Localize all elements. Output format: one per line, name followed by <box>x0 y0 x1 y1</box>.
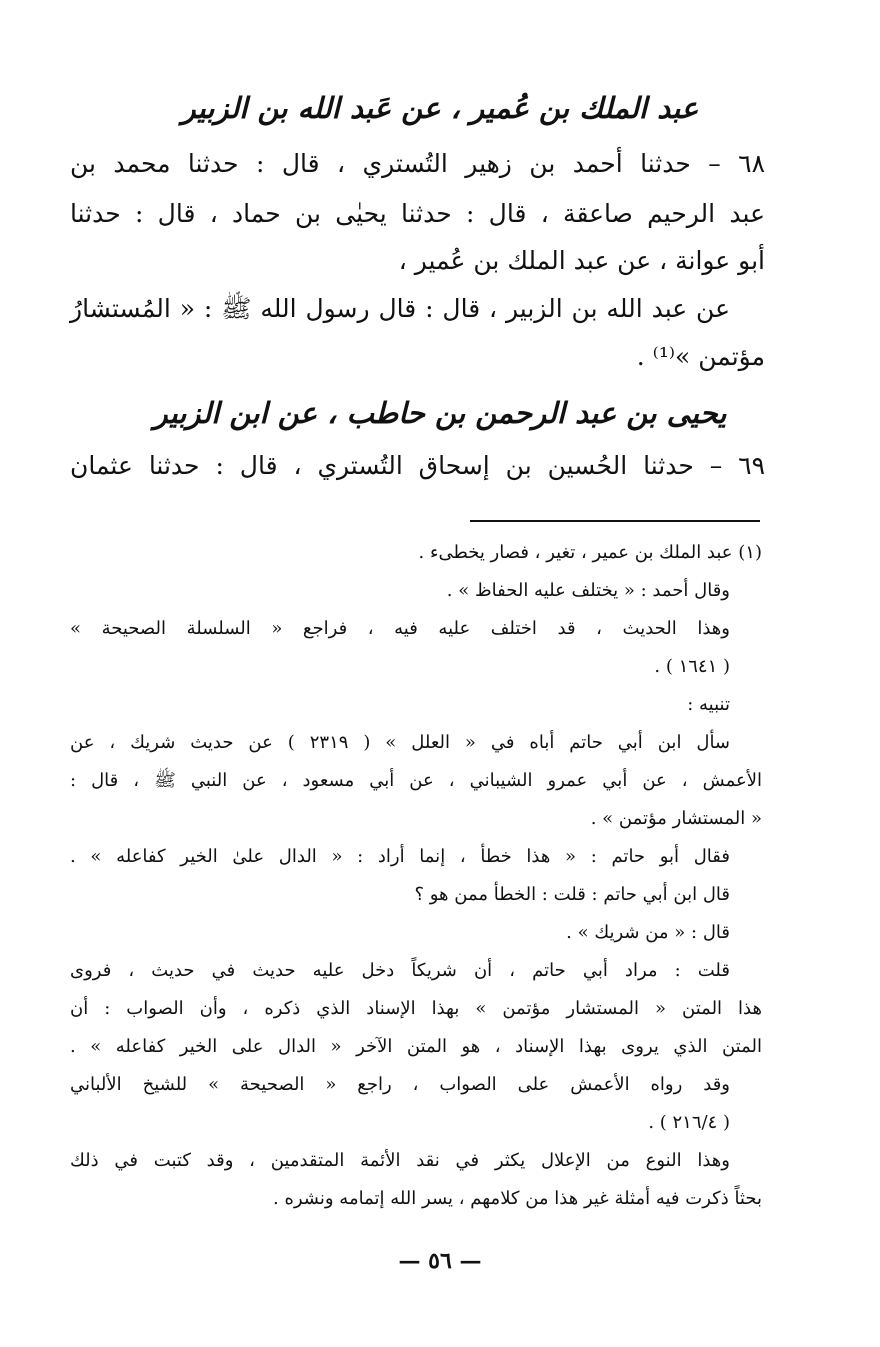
footnote-line: سأل ابن أبي حاتم أباه في « العلل » ( ٢٣١٩ ) عن حديث شريك ، عن <box>70 732 731 753</box>
hadith-68-line-5: مؤتمن »⁽¹⁾ . <box>636 342 765 371</box>
footnote-line: وهذا النوع من الإعلال يكثر في نقد الأئمة المتقدمين ، وقد كتبت في ذلك <box>70 1150 730 1171</box>
footnote-line: (١) عبد الملك بن عمير ، تغير ، فصار يخطىء . <box>418 542 762 563</box>
hadith-68-line-4: عن عبد الله بن الزبير ، قال : قال رسول الله ﷺ : « المُستشارُ <box>70 294 730 323</box>
footnote-line: قال ابن أبي حاتم : قلت : الخطأ ممن هو ؟ <box>414 884 730 905</box>
footnote-line: الأعمش ، عن أبي عمرو الشيباني ، عن أبي مسعود ، عن النبي ﷺ ، قال : <box>70 770 762 791</box>
footnote-line: ( ٢١٦/٤ ) . <box>648 1112 730 1133</box>
section-heading-yahya: يحيى بن عبد الرحمن بن حاطب ، عن ابن الزبير <box>153 396 727 430</box>
footnote-line: قال : « من شريك » . <box>566 922 730 943</box>
hadith-68-line-3: أبو عوانة ، عن عبد الملك بن عُمير ، <box>398 246 765 275</box>
footnote-line: تنبيه : <box>687 694 730 715</box>
page-number: — ٥٦ — <box>398 1248 482 1274</box>
hadith-68-line-1: ٦٨ – حدثنا أحمد بن زهير التُستري ، قال : حدثنا محمد بن <box>70 149 765 178</box>
footnote-line: « المستشار مؤتمن » . <box>590 808 762 829</box>
section-heading-abd-al-malik: عبد الملك بن عُمير ، عن عَبد الله بن الزبير <box>181 91 699 125</box>
footnote-line: المتن الذي يروى بهذا الإسناد ، هو المتن الآخر « الدال على الخير كفاعله » . <box>70 1036 762 1057</box>
footnote-line: فقال أبو حاتم : « هذا خطأ ، إنما أراد : « الدال علىٰ الخير كفاعله » . <box>70 846 730 867</box>
footnote-line: وهذا الحديث ، قد اختلف عليه فيه ، فراجع « السلسلة الصحيحة » <box>70 618 730 639</box>
footnote-line: بحثاً ذكرت فيه أمثلة غير هذا من كلامهم ، يسر الله إتمامه ونشره . <box>273 1188 762 1209</box>
footnote-divider <box>470 520 760 522</box>
footnote-line: وقد رواه الأعمش على الصواب ، راجع « الصحيحة » للشيخ الألباني <box>70 1074 730 1095</box>
hadith-68-line-2: عبد الرحيم صاعقة ، قال : حدثنا يحيٰى بن حماد ، قال : حدثنا <box>70 199 765 228</box>
footnote-line: ( ١٦٤١ ) . <box>654 656 730 677</box>
footnote-line: قلت : مراد أبي حاتم ، أن شريكاً دخل عليه حديث في حديث ، فروى <box>70 960 730 981</box>
hadith-69-line-1: ٦٩ – حدثنا الحُسين بن إسحاق التُستري ، قال : حدثنا عثمان <box>70 451 765 480</box>
footnote-line: هذا المتن « المستشار مؤتمن » بهذا الإسناد الذي ذكره ، وأن الصواب : أن <box>70 998 762 1019</box>
footnote-line: وقال أحمد : « يختلف عليه الحفاظ » . <box>446 580 730 601</box>
